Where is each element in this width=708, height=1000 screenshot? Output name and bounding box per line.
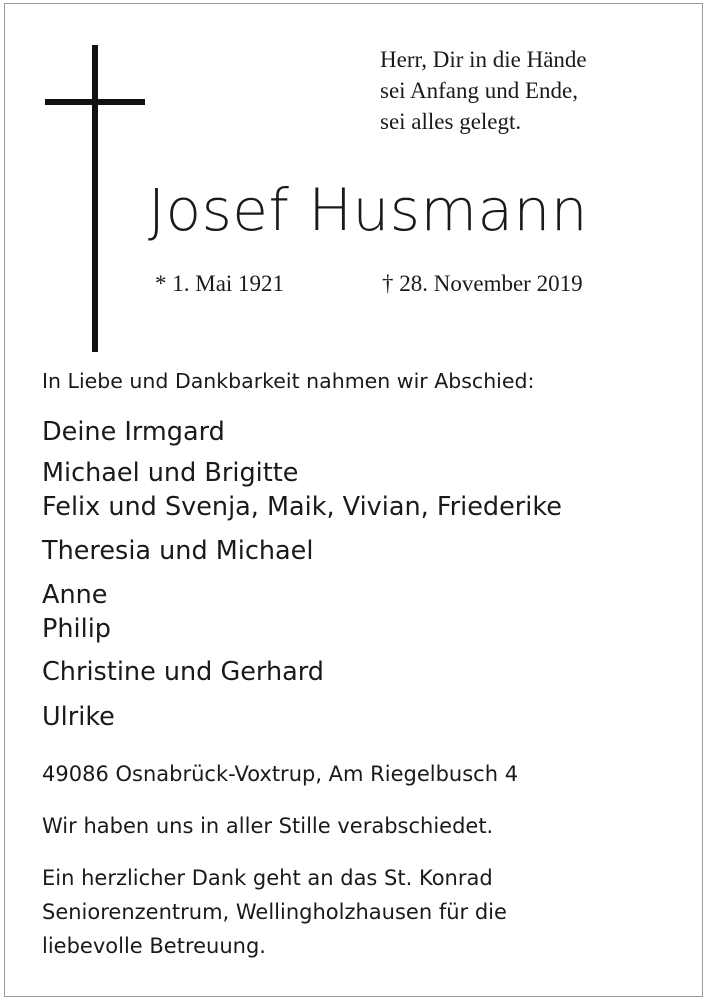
mourner-line: Christine und Gerhard bbox=[42, 657, 324, 687]
thanks-line: Seniorenzentrum, Wellingholzhausen für die bbox=[42, 900, 507, 924]
mourner-line: Ulrike bbox=[42, 702, 115, 732]
mourners-intro: In Liebe und Dankbarkeit nahmen wir Abschied: bbox=[42, 369, 535, 393]
birth-date: * 1. Mai 1921 bbox=[155, 271, 285, 296]
death-date: † 28. November 2019 bbox=[382, 271, 583, 296]
farewell-note: Wir haben uns in aller Stille verabschiedet. bbox=[42, 814, 494, 838]
thanks-paragraph bbox=[42, 861, 682, 963]
mourner-line: Deine Irmgard bbox=[42, 417, 225, 447]
cross-vertical-bar bbox=[92, 45, 98, 352]
thanks-line: liebevolle Betreuung. bbox=[42, 934, 266, 958]
thanks-line: Ein herzlicher Dank geht an das St. Konrad bbox=[42, 866, 493, 890]
bible-verse bbox=[380, 44, 680, 137]
mourner-line: Anne bbox=[42, 580, 108, 610]
mourner-line: Philip bbox=[42, 614, 111, 644]
deceased-name: Josef Husmann bbox=[148, 176, 588, 244]
family-address: 49086 Osnabrück-Voxtrup, Am Riegelbusch 4 bbox=[42, 762, 519, 786]
cross-horizontal-bar bbox=[45, 99, 145, 105]
mourner-line: Michael und Brigitte bbox=[42, 458, 299, 488]
verse-line: sei alles gelegt. bbox=[380, 109, 522, 134]
mourner-line: Felix und Svenja, Maik, Vivian, Friederike bbox=[42, 492, 562, 522]
verse-line: Herr, Dir in die Hände bbox=[380, 47, 587, 72]
verse-line: sei Anfang und Ende, bbox=[380, 78, 579, 103]
mourner-line: Theresia und Michael bbox=[42, 536, 314, 566]
